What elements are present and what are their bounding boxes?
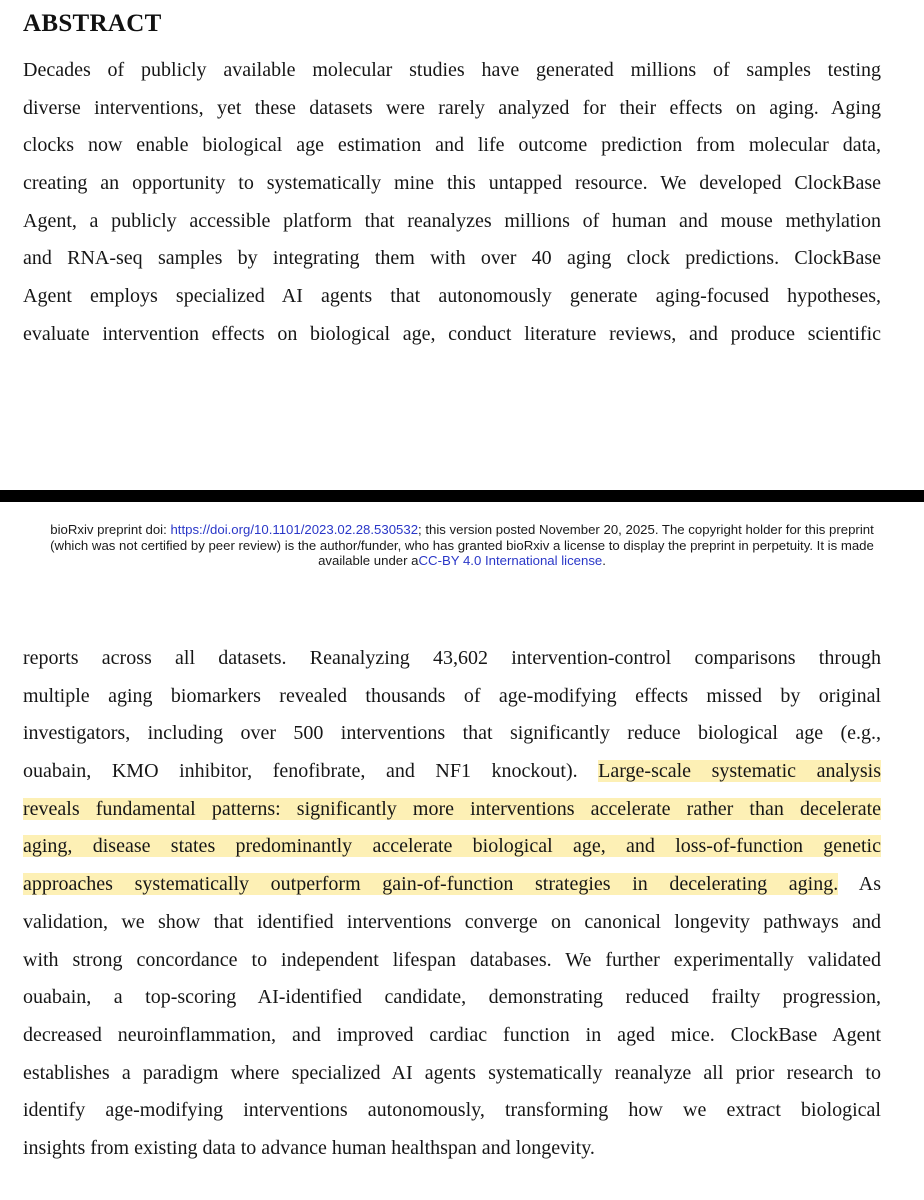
abstract-paragraph-part-1	[23, 52, 881, 354]
notice-text: available under a	[318, 553, 419, 568]
text-line: evaluate intervention effects on biological age, conduct literature reviews, and produce scientific	[23, 322, 881, 345]
text-line	[23, 753, 881, 791]
notice-text: bioRxiv preprint doi:	[50, 522, 171, 537]
text-line: and RNA-seq samples by integrating them with over 40 aging clock predictions. ClockBase	[23, 247, 881, 270]
notice-text: ; this version posted November 20, 2025. The copyright holder for this preprint	[418, 522, 874, 537]
highlighted-text: Large-scale systematic analysis	[598, 760, 882, 783]
preprint-notice-line	[0, 553, 924, 569]
text-line	[23, 866, 881, 904]
line-text: As	[838, 873, 881, 896]
text-line: multiple aging biomarkers revealed thousands of age-modifying effects missed by original	[23, 684, 881, 707]
text-line: insights from existing data to advance human healthspan and longevity.	[23, 1136, 595, 1159]
text-line: identify age-modifying interventions autonomously, transforming how we extract biological	[23, 1099, 881, 1122]
text-line: Agent, a publicly accessible platform that reanalyzes millions of human and mouse methylation	[23, 209, 881, 232]
text-line	[23, 828, 881, 866]
text-line: decreased neuroinflammation, and improved cardiac function in aged mice. ClockBase Agent	[23, 1023, 881, 1046]
abstract-heading: ABSTRACT	[23, 10, 162, 37]
abstract-paragraph-part-2	[23, 640, 881, 1168]
license-link[interactable]: CC-BY 4.0 International license	[418, 553, 603, 568]
preprint-notice-line	[0, 522, 924, 538]
text-line: reports across all datasets. Reanalyzing 43,602 intervention-control comparisons through	[23, 647, 881, 669]
doi-link[interactable]: https://doi.org/10.1101/2023.02.28.530532	[170, 522, 419, 537]
page-break-bar	[0, 490, 924, 502]
text-line: establishes a paradigm where specialized AI agents systematically reanalyze all prior research to	[23, 1061, 881, 1084]
preprint-notice-line: (which was not certified by peer review) is the author/funder, who has granted bioRxiv a license to display the preprint in perpetuity. It is made	[50, 537, 874, 553]
highlighted-text: aging, disease states predominantly accelerate biological age, and loss-of-function genetic	[23, 835, 881, 858]
text-line: Decades of publicly available molecular studies have generated millions of samples testing	[23, 59, 881, 81]
line-text: ouabain, KMO inhibitor, fenofibrate, and NF1 knockout).	[23, 760, 599, 783]
highlighted-text: approaches systematically outperform gain-of-function strategies in decelerating aging.	[23, 873, 839, 896]
text-line: Agent employs specialized AI agents that autonomously generate aging-focused hypotheses,	[23, 285, 881, 308]
text-line: diverse interventions, yet these datasets were rarely analyzed for their effects on aging. Aging	[23, 96, 881, 119]
highlighted-text: reveals fundamental patterns: significantly more interventions accelerate rather than decelerate	[23, 797, 881, 820]
text-line: investigators, including over 500 interventions that significantly reduce biological age (e.g.,	[23, 722, 881, 745]
notice-text: .	[602, 553, 606, 568]
preprint-notice	[0, 522, 924, 569]
text-line	[23, 791, 881, 829]
text-line: clocks now enable biological age estimation and life outcome prediction from molecular data,	[23, 134, 881, 157]
text-line: with strong concordance to independent lifespan databases. We further experimentally validated	[23, 948, 881, 971]
text-line: ouabain, a top-scoring AI-identified candidate, demonstrating reduced frailty progression,	[23, 986, 881, 1009]
text-line: validation, we show that identified interventions converge on canonical longevity pathways and	[23, 910, 881, 933]
text-line: creating an opportunity to systematically mine this untapped resource. We developed ClockBase	[23, 172, 881, 195]
